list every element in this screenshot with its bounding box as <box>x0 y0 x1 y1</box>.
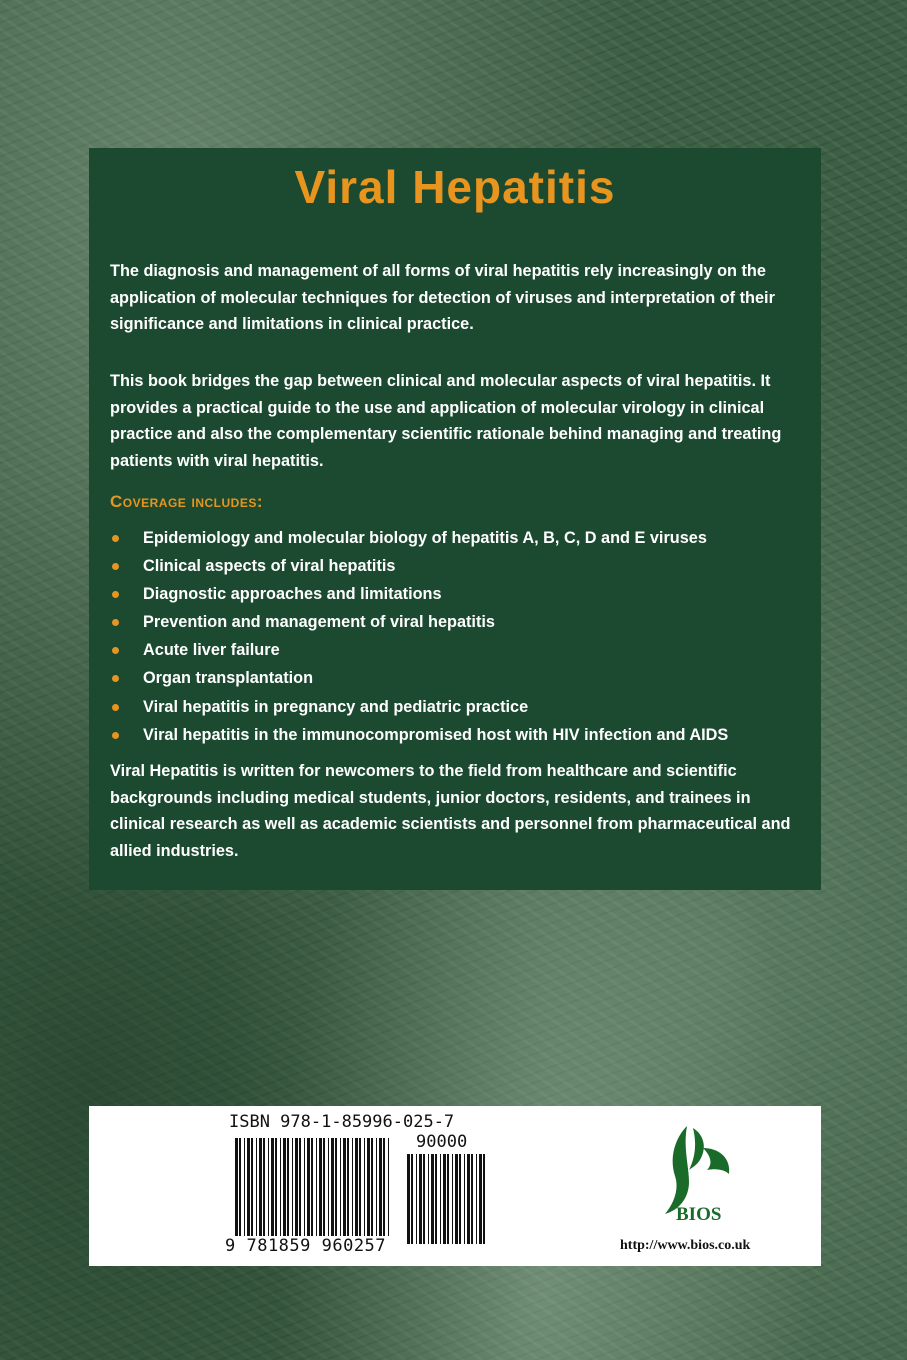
coverage-item: Clinical aspects of viral hepatitis <box>110 552 810 580</box>
isbn-text: ISBN 978-1-85996-025-7 <box>229 1112 455 1132</box>
bullet-icon <box>112 704 119 711</box>
intro-paragraph: The diagnosis and management of all forms of viral hepatitis rely increasingly on the application of molecular techniques for detection of viruses and interpretation of their significance and limitations in clinical practice. <box>110 262 775 333</box>
audience-paragraph: Viral Hepatitis is written for newcomers to the field from healthcare and scientific backgrounds including medical students, junior doctors, residents, and trainees in clinical research as well as academic scientists and personnel from pharmaceutical and allied industries. <box>110 762 791 860</box>
bullet-icon <box>112 732 119 739</box>
bullet-icon <box>112 619 119 626</box>
coverage-item: Epidemiology and molecular biology of hepatitis A, B, C, D and E viruses <box>110 524 810 552</box>
bullet-icon <box>112 591 119 598</box>
coverage-heading: Coverage includes: <box>110 492 264 511</box>
bullet-icon <box>112 647 119 654</box>
barcode-box <box>89 1106 821 1266</box>
coverage-item: Viral hepatitis in pregnancy and pediatric practice <box>110 693 810 721</box>
book-title: Viral Hepatitis <box>294 161 616 213</box>
bullet-icon <box>112 675 119 682</box>
description-panel <box>89 148 821 890</box>
bullet-icon <box>112 535 119 542</box>
coverage-item: Diagnostic approaches and limitations <box>110 580 810 608</box>
ean-digits: 9 781859 960257 <box>225 1236 387 1256</box>
coverage-item: Prevention and management of viral hepatitis <box>110 608 810 636</box>
coverage-item: Acute liver failure <box>110 636 810 664</box>
bullet-icon <box>112 563 119 570</box>
coverage-item: Viral hepatitis in the immunocompromised host with HIV infection and AIDS <box>110 721 810 749</box>
publisher-url[interactable]: http://www.bios.co.uk <box>620 1238 751 1253</box>
price-addon: 90000 <box>416 1132 468 1152</box>
summary-paragraph: This book bridges the gap between clinical and molecular aspects of viral hepatitis. It provides a practical guide to the use and application of molecular virology in clinical practice and also the complementary scientific rationale behind managing and treating patients with viral hepatitis. <box>110 372 782 470</box>
coverage-list <box>110 524 810 749</box>
publisher-name: BIOS <box>676 1204 722 1225</box>
coverage-item: Organ transplantation <box>110 664 810 692</box>
